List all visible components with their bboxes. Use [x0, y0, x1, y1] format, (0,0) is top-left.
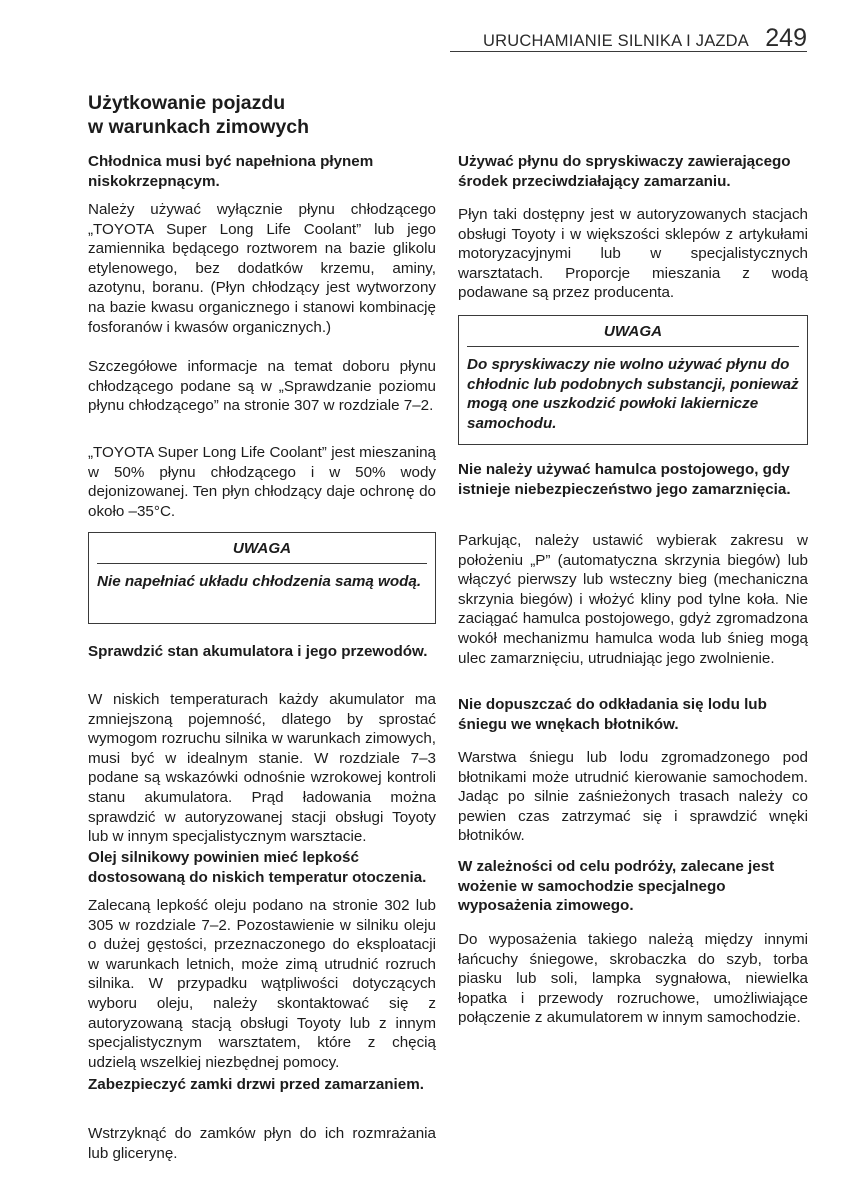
locks-paragraph: Wstrzyknąć do zamków płyn do ich rozmrażania lub glicerynę.: [88, 1125, 436, 1162]
winter-equipment-paragraph: Do wyposażenia takiego należą między innymi łańcuchy śniegowe, skrobaczka do szyb, torba piasku lub soli, lampka sygnałowa, niewielka łopatka i przewody rozruchowe, umożliwiające połączenie z akumulatorem w innym samochodzie.: [458, 931, 808, 1027]
wheel-wells-heading: Nie dopuszczać do odkładania się lodu lub śniegu we wnękach błotników.: [458, 696, 767, 733]
header-divider: [450, 51, 807, 52]
warning-title: UWAGA: [467, 316, 799, 347]
battery-heading: Sprawdzić stan akumulatora i jego przewodów.: [88, 643, 428, 660]
page-header: [0, 22, 845, 56]
section-title: [88, 91, 448, 139]
section-title-line2: w warunkach zimowych: [88, 116, 310, 138]
locks-heading: Zabezpieczyć zamki drzwi przed zamarzaniem.: [88, 1076, 424, 1093]
parking-brake-heading: Nie należy używać hamulca postojowego, gdy istnieje niebezpieczeństwo jego zamarznięcia.: [458, 461, 791, 498]
warning-text: Do spryskiwaczy nie wolno używać płynu do chłodnic lub podobnych substancji, ponieważ mogą one uszkodzić powłoki lakiernicze samochodu.: [467, 356, 799, 432]
section-title-line1: Użytkowanie pojazdu: [88, 92, 286, 114]
coolant-paragraph-1: Należy używać wyłącznie płynu chłodzącego „TOYOTA Super Long Life Coolant” lub jego zamiennika będącego roztworem na bazie glikolu etylenowego, bez dodatków krzemu, aminy, azotynu, boranu. (Płyn chłodzący jest wytworzony na bazie kwasu organicznego i stanowi kombinację fosforanów i kwasów organicznych.): [88, 201, 436, 336]
chapter-title: URUCHAMIANIE SILNIKA I JAZDA: [483, 32, 749, 50]
oil-heading: Olej silnikowy powinien mieć lepkość dostosowaną do niskich temperatur otoczenia.: [88, 849, 427, 886]
battery-paragraph: W niskich temperaturach każdy akumulator ma zmniejszoną pojemność, dlatego by sprostać wymogom rozruchu silnika w warunkach zimowych, musi być w idealnym stanie. W rozdziale 7–3 podane są wskazówki odnośnie wzrokowej kontroli stanu akumulatora. Prąd ładowania można sprawdzić w autoryzowanej stacji obsługi Toyoty lub w innym specjalistycznym warsztacie.: [88, 691, 436, 846]
coolant-paragraph-2: Szczegółowe informacje na temat doboru płynu chłodzącego podane są w „Sprawdzanie poziomu płynu chłodzącego” na stronie 307 w rozdziale 7–2.: [88, 358, 436, 415]
washer-heading: Używać płynu do spryskiwaczy zawierającego środek przeciwdziałający zamarzaniu.: [458, 153, 791, 190]
washer-warning-box: [458, 315, 808, 445]
washer-paragraph: Płyn taki dostępny jest w autoryzowanych stacjach obsługi Toyoty i w większości sklepów z artykułami motoryzacyjnymi lub w specjalistycznych warsztatach. Proporcje mieszania z wodą podawane są przez producenta.: [458, 206, 808, 302]
warning-text: Nie napełniać układu chłodzenia samą wodą.: [97, 573, 422, 590]
parking-brake-paragraph: Parkując, należy ustawić wybierak zakresu w położeniu „P” (automatyczna skrzynia biegów) lub włączyć pierwszy lub wsteczny bieg (mechaniczna skrzynia biegów) i włożyć kliny pod tylne koła. Nie zaciągać hamulca postojowego, gdyż zgromadzona wokół mechanizmu hamulca woda lub śnieg mogą ulec zamarznięciu, utrudniając jego zwolnienie.: [458, 532, 808, 667]
wheel-wells-paragraph: Warstwa śniegu lub lodu zgromadzonego pod błotnikami może utrudnić kierowanie samochodem. Jadąc po silnie zaśnieżonych trasach należy co pewien czas zatrzymać się i sprawdzić wnęki błotników.: [458, 749, 808, 845]
warning-title: UWAGA: [97, 533, 427, 564]
coolant-warning-box: [88, 532, 436, 624]
coolant-paragraph-3: „TOYOTA Super Long Life Coolant” jest mieszaniną w 50% płynu chłodzącego i w 50% wody dejonizowanej. Ten płyn chłodzący daje ochronę do około –35°C.: [88, 444, 436, 520]
oil-paragraph: Zalecaną lepkość oleju podano na stronie 302 lub 305 w rozdziale 7–2. Pozostawienie w silniku oleju o dużej gęstości, przeznaczonego do eksploatacji w warunkach letnich, może zimą utrudnić rozruch silnika. W przypadku wątpliwości dotyczących wyboru oleju, należy skontaktować się z autoryzowaną stacją obsługi Toyoty lub z innym specjalistycznym warsztatem, które z chęcią udzielą wszelkiej niezbędnej pomocy.: [88, 897, 436, 1071]
winter-equipment-heading: W zależności od celu podróży, zalecane jest wożenie w samochodzie specjalnego wyposażenia zimowego.: [458, 858, 775, 914]
page-number: 249: [765, 24, 807, 52]
coolant-heading: Chłodnica musi być napełniona płynem niskokrzepnącym.: [88, 153, 374, 190]
